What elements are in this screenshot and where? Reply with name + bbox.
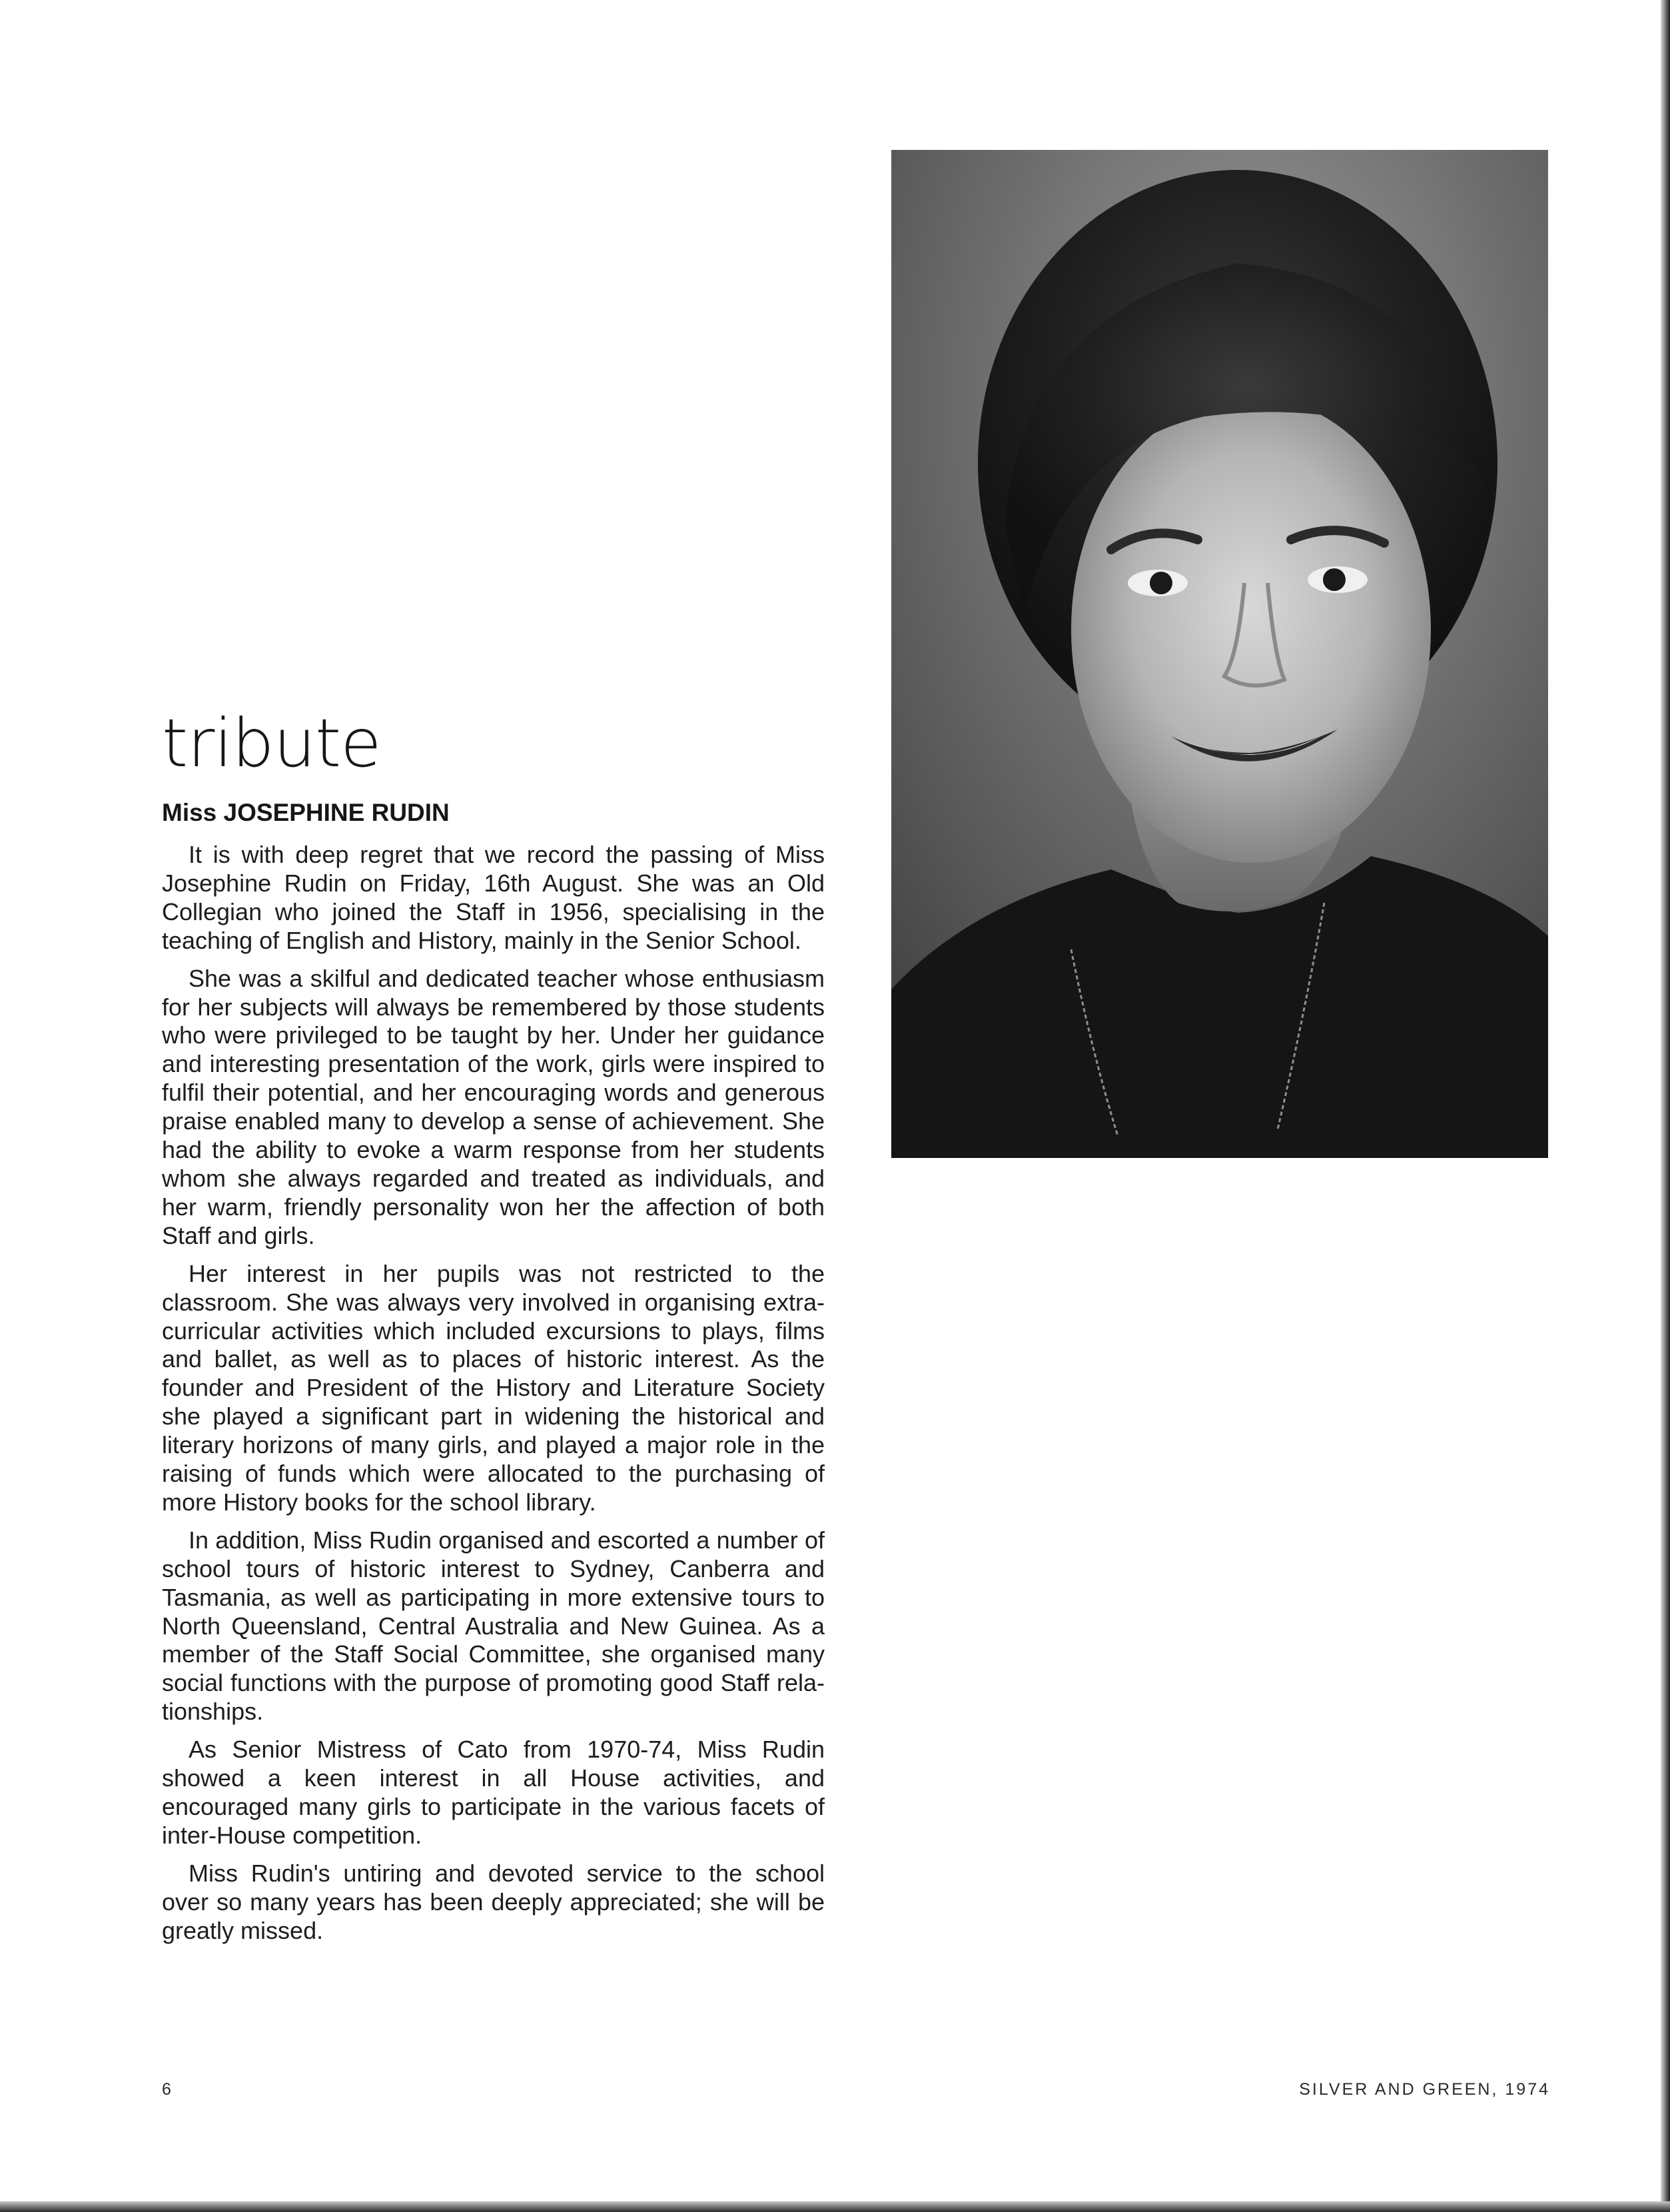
article-heading: tribute xyxy=(162,704,381,782)
article-paragraph: Miss Rudin's untiring and devoted service to the school over so many years has been deeply appreciated; she will be greatly missed. xyxy=(162,1859,825,1944)
article-paragraph: In addition, Miss Rudin organised and escorted a number of school tours of historic interest to Sydney, Canberra and Tasmania, as well as participating in more extensive tours to North Queensland, Central Australia and New Guinea. As a member of the Staff Social Committee, she organised many social functions with the purpose of promoting good Staff relationships. xyxy=(162,1526,825,1726)
article-paragraph: As Senior Mistress of Cato from 1970-74, Miss Rudin showed a keen interest in all House activities, and encouraged many girls to participate in the various facets of inter-House competition. xyxy=(162,1736,825,1849)
page-number: 6 xyxy=(162,2080,172,2099)
scan-edge xyxy=(1661,0,1670,2212)
portrait-photo xyxy=(891,150,1548,1158)
article-paragraph: Her interest in her pupils was not restricted to the classroom. She was always very involved in organising extra-curricular activities which included excursions to plays, films and ballet, as well as to places of historic interest. As the founder and President of the History and Literature Society she played a significant part in widening the historical and literary horizons of many girls, and played a major role in the raising of funds which were allocated to the purchasing of more History books for the school library. xyxy=(162,1259,825,1516)
article-paragraph: It is with deep regret that we record the passing of Miss Josephine Rudin on Friday, 16th August. She was an Old Collegian who joined the Staff in 1956, specialising in the teaching of English and History, mainly in the Senior School. xyxy=(162,841,825,954)
publication-title: SILVER AND GREEN, 1974 xyxy=(1299,2080,1550,2099)
article-subheading: Miss JOSEPHINE RUDIN xyxy=(162,799,450,826)
article-paragraph: She was a skilful and dedicated teacher whose enthusiasm for her subjects will always be remembered by those students who were privileged to be taught by her. Under her guidance and interesting presentation of the work, girls were inspired to fulfil their potential, and her encouraging words and generous praise enabled many to develop a sense of achievement. She had the ability to evoke a warm response from her students whom she always regarded and treated as individuals, and her warm, friendly personality won her the affection of both Staff and girls. xyxy=(162,964,825,1249)
scan-bottom-edge xyxy=(0,2201,1670,2212)
article-body xyxy=(162,841,825,1955)
